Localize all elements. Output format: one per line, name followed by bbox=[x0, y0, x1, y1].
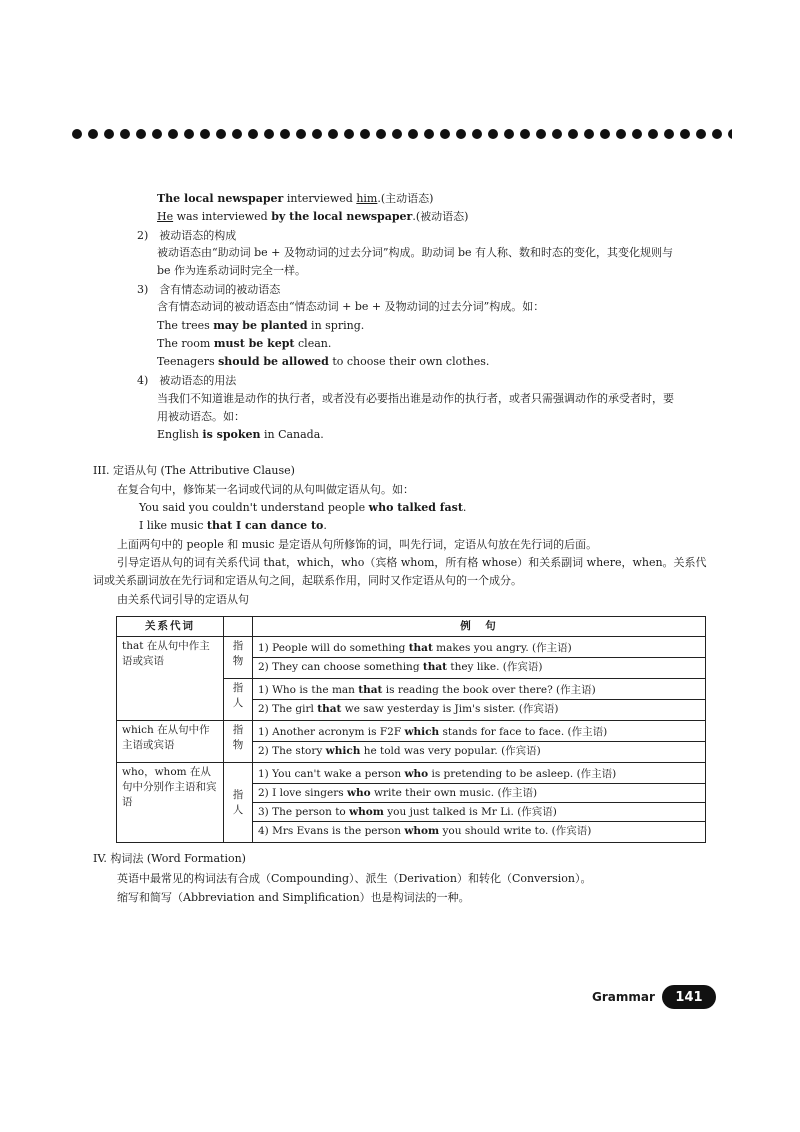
example-sentence: Teenagers should be allowed to choose their own clothes. bbox=[157, 355, 490, 368]
relative-pronoun-table bbox=[116, 616, 706, 843]
table-row bbox=[117, 637, 706, 679]
example-line: 2) The story which he told was very popular. (作宾语) bbox=[258, 745, 541, 757]
paragraph-line: 引导定语从句的词有关系代词 that，which，who（宾格 whom，所有格 whose）和关系副词 where，when。关系代 bbox=[117, 556, 707, 569]
subsection-title: 4) 被动语态的用法 bbox=[137, 374, 237, 387]
example-sentence: You said you couldn't understand people who talked fast. bbox=[139, 501, 467, 514]
example-passive-voice: He was interviewed by the local newspaper.(被动语态) bbox=[157, 210, 469, 223]
table-caption: 由关系代词引导的定语从句 bbox=[117, 593, 249, 606]
subsection-title: 2) 被动语态的构成 bbox=[137, 229, 237, 242]
page-number-badge: 141 bbox=[662, 985, 716, 1009]
example-line: 1) Another acronym is F2F which stands for face to face. (作主语) bbox=[253, 723, 705, 742]
example-line: 1) Who is the man that is reading the book over there? (作主语) bbox=[253, 681, 705, 700]
section-title: III. 定语从句 (The Attributive Clause) bbox=[93, 464, 295, 477]
example-sentence: The room must be kept clean. bbox=[157, 337, 332, 350]
example-sentence: English is spoken in Canada. bbox=[157, 428, 324, 441]
paragraph-line: 含有情态动词的被动语态由“情态动词 + be + 及物动词的过去分词”构成。如： bbox=[157, 300, 545, 313]
paragraph-line: 英语中最常见的构词法有合成（Compounding）、派生（Derivation）和转化（Conversion）。 bbox=[117, 872, 592, 885]
example-line: 2) I love singers who write their own music. (作主语) bbox=[253, 784, 705, 803]
kind-cell: 指物 bbox=[224, 721, 253, 763]
example-line: 1) People will do something that makes you angry. (作主语) bbox=[253, 639, 705, 658]
paragraph-line: 词或关系副词放在先行词和定语从句之间，起联系作用，同时又作定语从句的一个成分。 bbox=[93, 574, 522, 587]
example-active-voice: The local newspaper interviewed him.(主动语态) bbox=[157, 192, 434, 205]
paragraph-line: 在复合句中，修饰某一名词或代词的从句叫做定语从句。如： bbox=[117, 483, 414, 496]
paragraph-line: 用被动语态。如： bbox=[157, 410, 245, 423]
paragraph-line: be 作为连系动词时完全一样。 bbox=[157, 264, 307, 277]
footer-section-label: Grammar bbox=[592, 990, 655, 1004]
table-header-row bbox=[117, 617, 706, 637]
paragraph-line: 当我们不知道谁是动作的执行者，或者没有必要指出谁是动作的执行者，或者只需强调动作的承受者时，要 bbox=[157, 392, 674, 405]
paragraph-line: 上面两句中的 people 和 music 是定语从句所修饰的词，叫先行词，定语从句放在先行词的后面。 bbox=[117, 538, 598, 551]
table-row bbox=[117, 763, 706, 843]
kind-cell: 指人 bbox=[224, 679, 253, 721]
pronoun-cell: who，whom 在从句中分别作主语和宾语 bbox=[117, 763, 224, 843]
example-line: 1) You can't wake a person who is pretending to be asleep. (作主语) bbox=[253, 765, 705, 784]
example-sentence: I like music that I can dance to. bbox=[139, 519, 327, 532]
example-sentence: The trees may be planted in spring. bbox=[157, 319, 365, 332]
examples-cell bbox=[253, 637, 706, 679]
paragraph-line: 缩写和简写（Abbreviation and Simplification）也是构词法的一种。 bbox=[117, 891, 470, 904]
table-row bbox=[117, 721, 706, 763]
paragraph-line: 被动语态由“助动词 be + 及物动词的过去分词”构成。助动词 be 有人称、数和时态的变化，其变化规则与 bbox=[157, 246, 674, 259]
example-line: 3) The person to whom you just talked is Mr Li. (作宾语) bbox=[253, 803, 705, 822]
subsection-title: 3) 含有情态动词的被动语态 bbox=[137, 283, 281, 296]
kind-cell: 指人 bbox=[224, 763, 253, 843]
examples-cell bbox=[253, 763, 706, 843]
examples-cell bbox=[253, 721, 706, 763]
pronoun-cell: that 在从句中作主语或宾语 bbox=[117, 637, 224, 721]
section-title: IV. 构词法 (Word Formation) bbox=[93, 852, 246, 865]
kind-cell: 指物 bbox=[224, 637, 253, 679]
example-line: 2) They can choose something that they like. (作宾语) bbox=[258, 661, 543, 673]
header-kind bbox=[224, 617, 253, 637]
pronoun-cell: which 在从句中作主语或宾语 bbox=[117, 721, 224, 763]
example-line: 4) Mrs Evans is the person whom you should write to. (作宾语) bbox=[258, 825, 592, 837]
header-pronoun: 关系代词 bbox=[117, 617, 224, 637]
header-examples: 例 句 bbox=[253, 617, 706, 637]
examples-cell bbox=[253, 679, 706, 721]
decorative-dot-border bbox=[72, 124, 732, 144]
example-line: 2) The girl that we saw yesterday is Jim's sister. (作宾语) bbox=[258, 703, 559, 715]
